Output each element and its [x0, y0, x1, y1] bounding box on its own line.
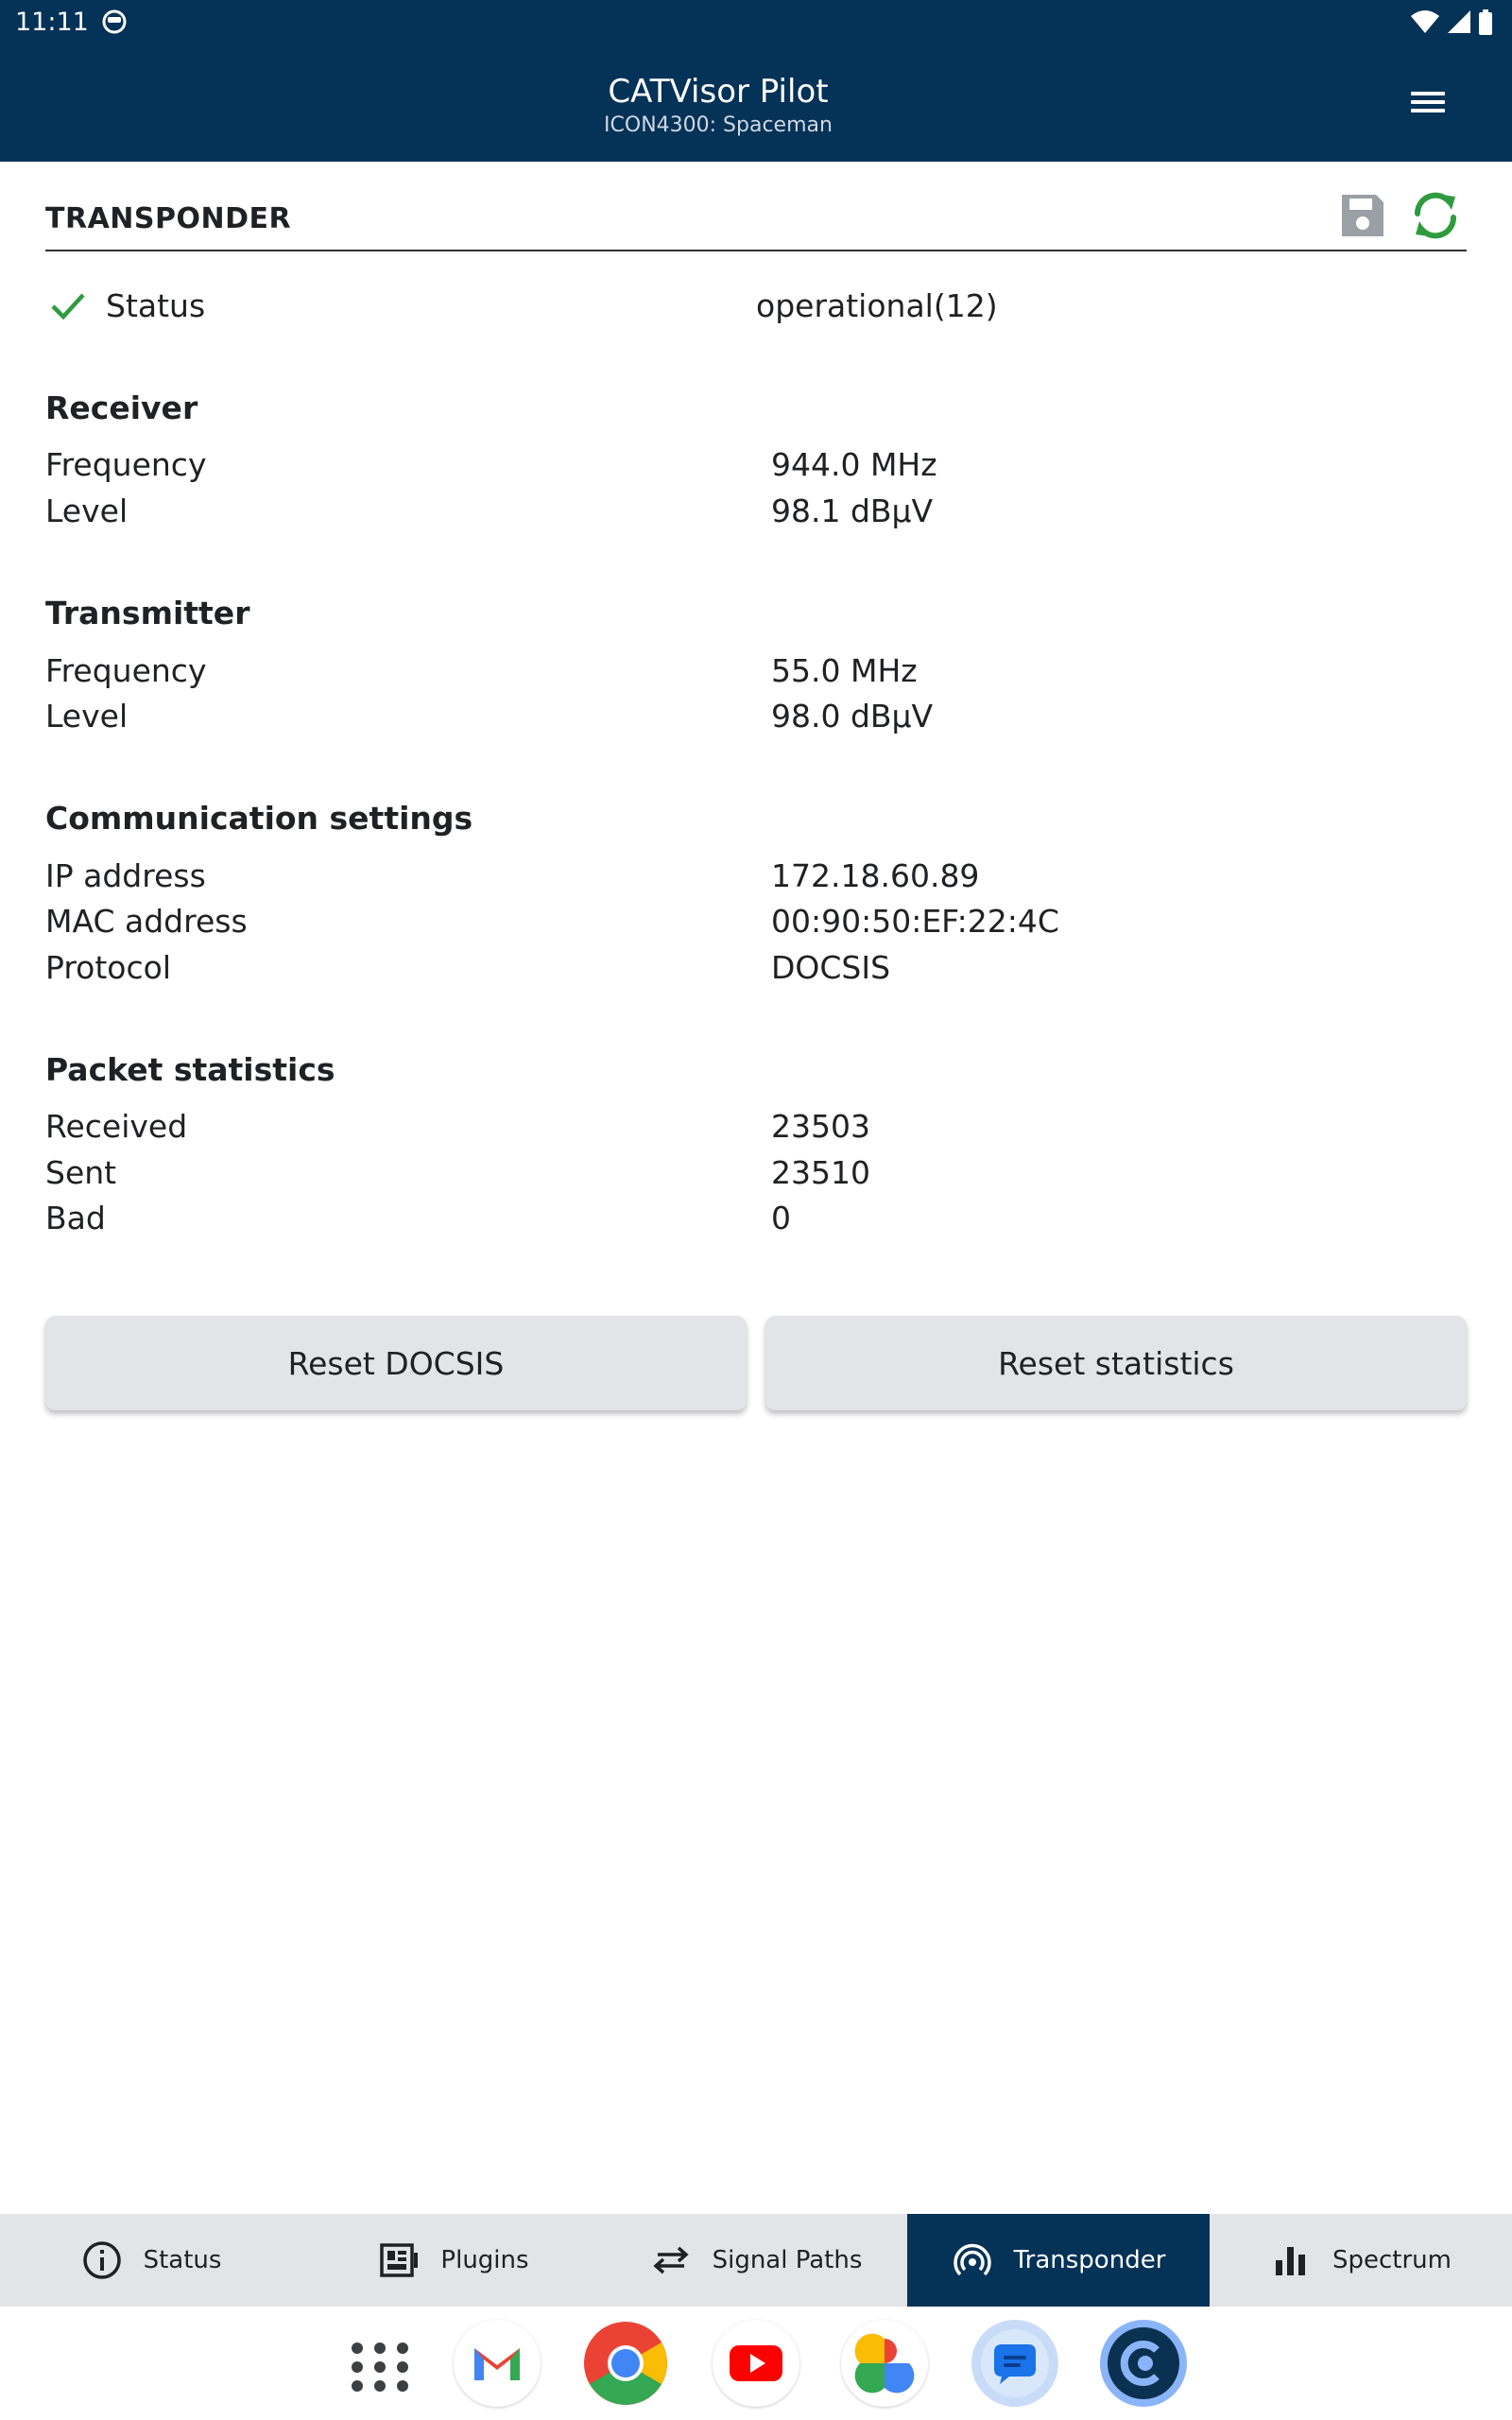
app-bar — [0, 0, 1512, 162]
packet-statistics-heading: Packet statistics — [45, 1051, 335, 1088]
nav-label: Signal Paths — [712, 2246, 863, 2274]
nav-item-transponder[interactable] — [907, 2214, 1210, 2307]
row-value: 0 — [771, 1200, 791, 1236]
status-value: operational(12) — [756, 287, 998, 324]
app-drawer-icon[interactable] — [336, 2320, 423, 2407]
clock: 11:11 — [15, 8, 89, 37]
refresh-icon[interactable] — [1408, 189, 1463, 242]
hamburger-line — [1411, 109, 1445, 112]
info-icon — [81, 2239, 123, 2281]
row-value: 98.1 dBµV — [771, 493, 934, 529]
battery-icon — [1478, 9, 1493, 35]
row-label: MAC address — [45, 903, 248, 940]
transmitter-heading: Transmitter — [45, 595, 250, 631]
hamburger-line — [1411, 100, 1445, 104]
gmail-logo — [454, 2320, 541, 2407]
bottom-navigation — [0, 2214, 1512, 2307]
row-label: Level — [45, 698, 129, 735]
row-label: Level — [45, 493, 129, 529]
wifi-icon — [1410, 9, 1440, 35]
transponder-icon — [952, 2239, 993, 2281]
hamburger-icon — [1411, 92, 1445, 95]
chrome-logo — [582, 2320, 669, 2407]
catvisor-icon[interactable] — [1100, 2320, 1187, 2407]
reset-statistics-button[interactable]: Reset statistics — [765, 1316, 1467, 1410]
chat-bubble-logo — [971, 2320, 1058, 2407]
nav-item-plugins[interactable] — [302, 2214, 605, 2307]
row-label: Protocol — [45, 949, 171, 986]
pinwheel-logo — [841, 2320, 928, 2407]
chrome-icon[interactable] — [582, 2320, 669, 2407]
notification-icon — [100, 8, 129, 36]
row-value: 00:90:50:EF:22:4C — [771, 903, 1059, 940]
catvisor-logo — [1100, 2320, 1187, 2407]
row-label: Received — [45, 1108, 188, 1145]
nav-item-status[interactable] — [0, 2214, 302, 2307]
row-label: Frequency — [45, 652, 207, 689]
transmitter-level-row — [45, 694, 1467, 739]
status-label: Status — [106, 287, 206, 324]
row-label: IP address — [45, 857, 206, 894]
reset-docsis-button[interactable]: Reset DOCSIS — [45, 1316, 747, 1410]
row-value: 944.0 MHz — [771, 446, 937, 483]
receiver-frequency-row — [45, 442, 1467, 488]
nav-label: Status — [143, 2246, 222, 2274]
gmail-icon[interactable] — [454, 2320, 541, 2407]
received-row — [45, 1104, 1467, 1150]
youtube-icon[interactable] — [713, 2320, 799, 2407]
check-icon — [49, 289, 87, 323]
bad-row — [45, 1196, 1467, 1241]
save-icon[interactable] — [1338, 191, 1387, 240]
device-subtitle: ICON4300: Spaceman — [604, 113, 833, 137]
section-title: TRANSPONDER — [45, 202, 292, 235]
title-block — [0, 72, 1436, 140]
row-value: 55.0 MHz — [771, 652, 918, 689]
row-label: Bad — [45, 1200, 106, 1236]
nav-item-signal-paths[interactable] — [605, 2214, 907, 2307]
youtube-logo — [713, 2320, 799, 2407]
communication-heading: Communication settings — [45, 800, 473, 837]
status-row — [45, 284, 1467, 329]
mac-address-row — [45, 899, 1467, 944]
sent-row — [45, 1150, 1467, 1196]
protocol-row — [45, 945, 1467, 991]
nav-item-spectrum[interactable] — [1210, 2214, 1512, 2307]
receiver-heading: Receiver — [45, 389, 198, 426]
nav-label: Spectrum — [1332, 2246, 1452, 2274]
ip-address-row — [45, 854, 1467, 899]
bar-chart-icon — [1270, 2239, 1312, 2281]
plugins-icon — [378, 2239, 420, 2281]
row-value: 23503 — [771, 1108, 870, 1145]
messages-icon[interactable] — [971, 2320, 1058, 2407]
nav-label: Transponder — [1013, 2246, 1166, 2274]
grid-dots-icon — [336, 2320, 423, 2407]
system-indicators — [1410, 8, 1493, 36]
nav-label: Plugins — [440, 2246, 529, 2274]
signal-icon — [1446, 9, 1472, 35]
menu-button[interactable] — [1408, 87, 1448, 127]
transmitter-frequency-row — [45, 648, 1467, 694]
row-value: 23510 — [771, 1154, 870, 1191]
row-value: 172.18.60.89 — [771, 857, 980, 894]
row-label: Sent — [45, 1154, 117, 1191]
row-value: DOCSIS — [771, 949, 891, 986]
app-dock — [0, 2307, 1512, 2420]
app-title: CATVisor Pilot — [608, 73, 829, 111]
section-header — [45, 185, 1467, 251]
swap-arrows-icon — [650, 2239, 692, 2281]
row-value: 98.0 dBµV — [771, 698, 934, 735]
receiver-level-row — [45, 489, 1467, 534]
photos-icon[interactable] — [841, 2320, 928, 2407]
system-status-bar — [0, 0, 1512, 47]
row-label: Frequency — [45, 446, 207, 483]
